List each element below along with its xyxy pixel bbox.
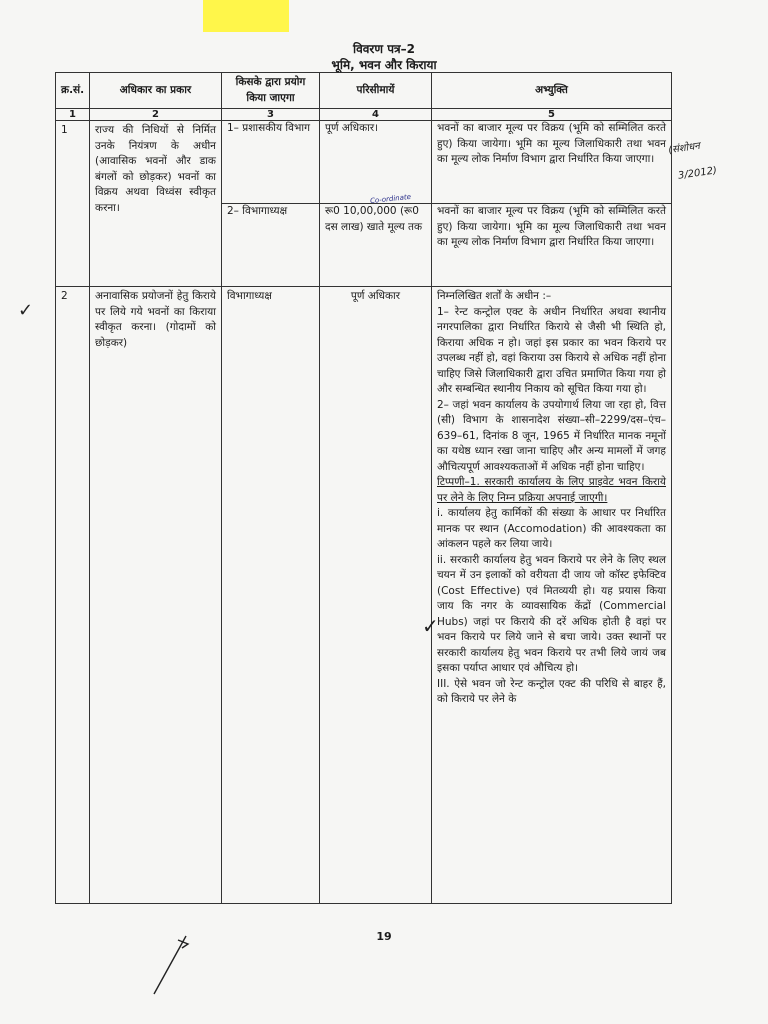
authority-cell [222,121,320,287]
row-number: 1 [56,121,90,287]
row-number: 2 [56,287,90,904]
remarks-point-iii: III. ऐसे भवन जो रेन्ट कन्ट्रोल एक्ट की परिधि से बाहर हैं, को किराये पर लेने के [437,677,666,705]
remarks-cell [432,121,672,287]
remarks-condition-2: 2– जहां भवन कार्यालय के उपयोगार्थ लिया जा रहा हो, वित्त (सी) विभाग के शासनादेश संख्या–सी–2299/दस–एंच–639–61, दिनांक 8 जून, 1965 में निर्धारित मानक नमूनों का यथेष्ठ ध्यान रखा जाना चाहिए और अन्य मामलों में जगह औचित्यपूर्ण आवश्यकताओं में अधिक नहीं होना चाहिए। [437,398,666,473]
remarks-point-ii: ii. सरकारी कार्यालय हेतु भवन किराये पर लेने के लिए स्थल चयन में उन इलाकों को वरीयता दी जाय जो कॉस्ट इफेक्टिव (Cost Effective) एवं मितव्ययी हो। यह प्रयास किया जाय कि नगर के व्यावसायिक केंद्रों (Commercial Hubs) जहां पर किराये की दरें अधिक होती है वहां पर भवन किराये पर लिये जाने से बचा जाये। उक्त स्थानों पर सरकारी कार्यालय हेतु भवन किराये पर तभी लिये जायं जब इसका पर्याप्त आधार एवं औचित्य हो। [437,553,666,674]
remarks-sub-1: भवनों का बाजार मूल्य पर विक्रय (भूमि को सम्मिलित करते हुए) किया जायेगा। भूमि का मूल्य जिलाधिकारी तथा भवन का मूल्य लोक निर्माण विभाग द्वारा निर्धारित किया जाएगा। [432,121,671,204]
header-power-type: अधिकार का प्रकार [90,73,222,109]
power-type-cell: अनावासिक प्रयोजनों हेतु किराये पर लिये गये भवनों का किराया स्वीकृत करना। (गोदामों को छोड़कर) [90,287,222,904]
document-subtitle: भूमि, भवन और किराया [331,58,437,72]
table-row [56,121,672,287]
remarks-sub-2: भवनों का बाजार मूल्य पर विक्रय (भूमि को सम्मिलित करते हुए) किया जायेगा। भूमि का मूल्य जिलाधिकारी तथा भवन का मूल्य लोक निर्माण विभाग द्वारा निर्धारित किया जाएगा। [437,205,666,248]
check-mark-icon: ✓ [18,300,34,321]
limit-cell: पूर्ण अधिकार [320,287,432,904]
margin-annotation: (संशोधन [667,140,701,157]
table-row [56,287,672,904]
signature-mark [148,932,208,1002]
limit-sub-2: रू0 10,00,000 (रू0 दस लाख) खाते मूल्य तक [325,205,423,233]
column-number: 1 [56,109,90,121]
powers-table [55,72,672,904]
sticky-note [203,0,289,32]
column-number: 3 [222,109,320,121]
margin-annotation-year: 3/2012) [677,165,718,182]
remarks-note: टिप्पणी–1. सरकारी कार्यालय के लिए प्राइवेट भवन किराये पर लेने के लिए निम्न प्रक्रिया अपनाई जाएगी। [437,476,666,504]
authority-sub-2: 2– विभागाध्यक्ष [227,205,288,217]
check-mark-icon: ✓ [422,614,439,638]
authority-cell: विभागाध्यक्ष [222,287,320,904]
page-number: 19 [376,930,392,943]
document-title: विवरण पत्र–2 [352,42,415,56]
header-remarks: अभ्युक्ति [432,73,672,109]
column-number-row [56,109,672,121]
limit-cell [320,121,432,287]
table-header-row [56,73,672,109]
power-type-cell: राज्य की निधियों से निर्मित उनके नियंत्रण के अधीन (आवासिक भवनों और डाक बंगलों को छोड़कर) भवनों का विक्रय अथवा विध्वंस स्वीकृत करना। [90,121,222,287]
limit-sub-1: पूर्ण अधिकार। [320,121,431,204]
remarks-intro: निम्नलिखित शर्तों के अधीन :– [437,290,552,302]
header-limits: परिसीमायें [320,73,432,109]
column-number: 5 [432,109,672,121]
authority-sub-1: 1– प्रशासकीय विभाग [222,121,319,204]
header-authority: किसके द्वारा प्रयोग किया जाएगा [222,73,320,109]
remarks-condition-1: 1– रेन्ट कन्ट्रोल एक्ट के अधीन निर्धारित अथवा स्थानीय नगरपालिका द्वारा निर्धारित किराये से जैसी भी स्थिति हो, किराया अधिक न हो। जहां इस प्रकार का भवन किराये पर उपलब्ध नहीं हो, वहां किराया उस किराये से अधिक नहीं होना चाहिए जिसे जिलाधिकारी द्वारा उचित प्रमाणित किया गया हो और सम्बन्धित स्थानीय निकाय को सूचित किया गया हो। [437,305,666,395]
handwritten-note: Co-ordinate [369,192,412,206]
remarks-point-i: i. कार्यालय हेतु कार्मिकों की संख्या के आधार पर निर्धारित मानक पर स्थान (Accomodation) की आवश्यकता का आंकलन पहले कर लिया जाये। [437,507,666,550]
column-number: 4 [320,109,432,121]
header-sno: क्र.सं. [56,73,90,109]
remarks-cell [432,287,672,904]
column-number: 2 [90,109,222,121]
